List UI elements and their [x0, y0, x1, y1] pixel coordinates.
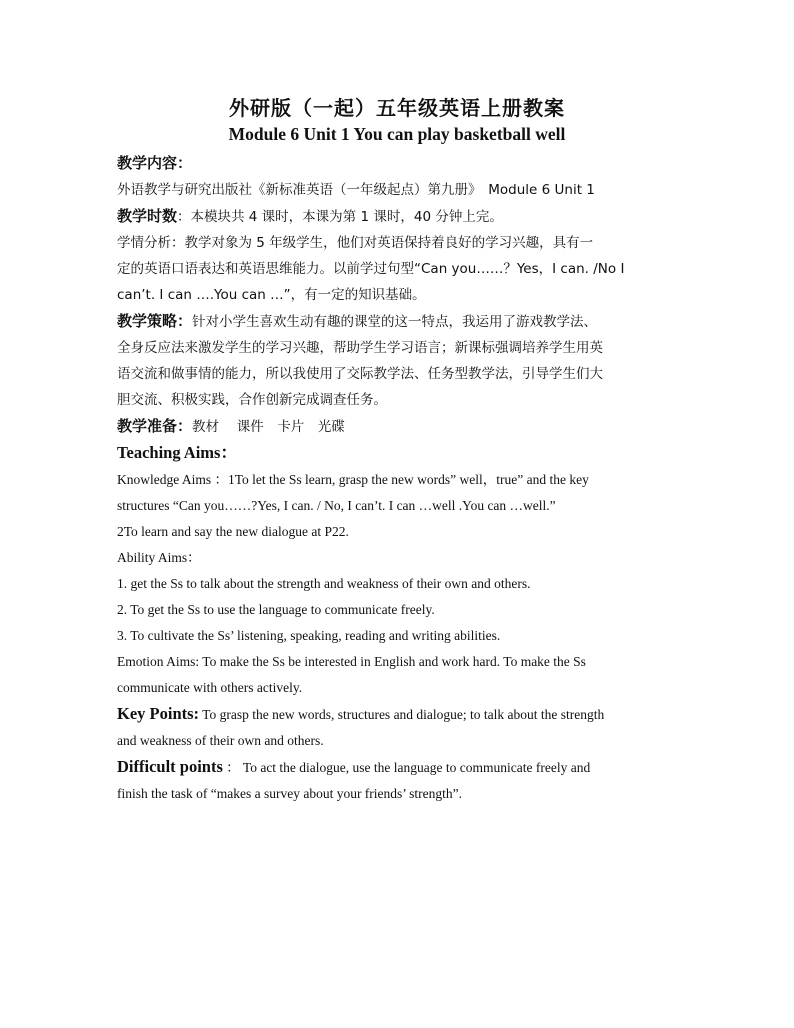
time-text: ：本模块共 4 课时，本课为第 1 课时，40 分钟上完。	[177, 209, 503, 225]
emotion-line2: communicate with others actively.	[117, 680, 303, 695]
time-section	[117, 203, 679, 230]
analysis-line3: can’t. I can ….You can …”，有一定的知识基础。	[117, 287, 426, 303]
emotion-line1: Emotion Aims: To make the Ss be interested in English and work hard. To make the Ss	[117, 654, 586, 669]
document-subtitle: Module 6 Unit 1 You can play basketball well	[228, 124, 566, 144]
content-text: 外语教学与研究出版社《新标准英语（一年级起点）第九册》 Module 6 Unit 1	[117, 182, 595, 198]
key-points-line2: and weakness of their own and others.	[117, 733, 324, 748]
analysis-line1: 教学对象为 5 年级学生，他们对英语保持着良好的学习兴趣，具有一	[184, 235, 594, 251]
strategy-line3: 语交流和做事情的能力，所以我使用了交际教学法、任务型教学法，引导学生们大	[117, 366, 603, 382]
aims-section	[117, 440, 679, 467]
prep-section	[117, 413, 679, 440]
knowledge-line3: 2To learn and say the new dialogue at P22.	[117, 524, 349, 539]
strategy-line4: 胆交流、积极实践，合作创新完成调查任务。	[117, 392, 387, 408]
strategy-line1: 针对小学生喜欢生动有趣的课堂的这一特点，我运用了游戏教学法、	[192, 314, 598, 330]
difficult-points-section	[117, 754, 679, 781]
analysis-label: 学情分析：	[117, 235, 185, 251]
prep-label: 教学准备：	[117, 417, 193, 435]
ability-item-1: 1. get the Ss to talk about the strength and weakness of their own and others.	[117, 576, 531, 591]
ability-item-3: 3. To cultivate the Ss’ listening, speaking, reading and writing abilities.	[117, 628, 501, 643]
knowledge-line2: structures “Can you……?Yes, I can. / No, I can’t. I can …well .You can …well.”	[117, 498, 556, 513]
time-label: 教学时数	[117, 207, 178, 225]
prep-text: 教材 课件 卡片 光碟	[192, 419, 345, 435]
difficult-points-line1: ： To act the dialogue, use the language to communicate freely and	[222, 760, 591, 775]
key-points-label: Key Points:	[117, 704, 200, 723]
content-section	[117, 150, 679, 177]
content-heading: 教学内容：	[117, 154, 193, 172]
aims-heading: Teaching Aims：	[117, 443, 237, 462]
strategy-section	[117, 308, 679, 335]
analysis-section	[117, 230, 679, 256]
key-points-line1: To grasp the new words, structures and dialogue; to talk about the strength	[199, 707, 605, 722]
analysis-line2: 定的英语口语表达和英语思维能力。以前学过句型“Can you……？Yes，I can. /No I	[117, 261, 625, 277]
difficult-points-label: Difficult points	[117, 757, 223, 776]
difficult-points-line2: finish the task of “makes a survey about your friends’ strength”.	[117, 786, 463, 801]
ability-item-2: 2. To get the Ss to use the language to communicate freely.	[117, 602, 435, 617]
knowledge-line1: Knowledge Aims ：1To let the Ss learn, grasp the new words” well，true” and the key	[117, 472, 589, 487]
strategy-label: 教学策略：	[117, 312, 193, 330]
document-title: 外研版（一起）五年级英语上册教案	[229, 96, 565, 120]
document-body	[117, 150, 679, 807]
strategy-line2: 全身反应法来激发学生的学习兴趣，帮助学生学习语言；新课标强调培养学生用英	[117, 340, 603, 356]
ability-heading: Ability Aims：	[117, 550, 201, 565]
key-points-section	[117, 701, 679, 728]
